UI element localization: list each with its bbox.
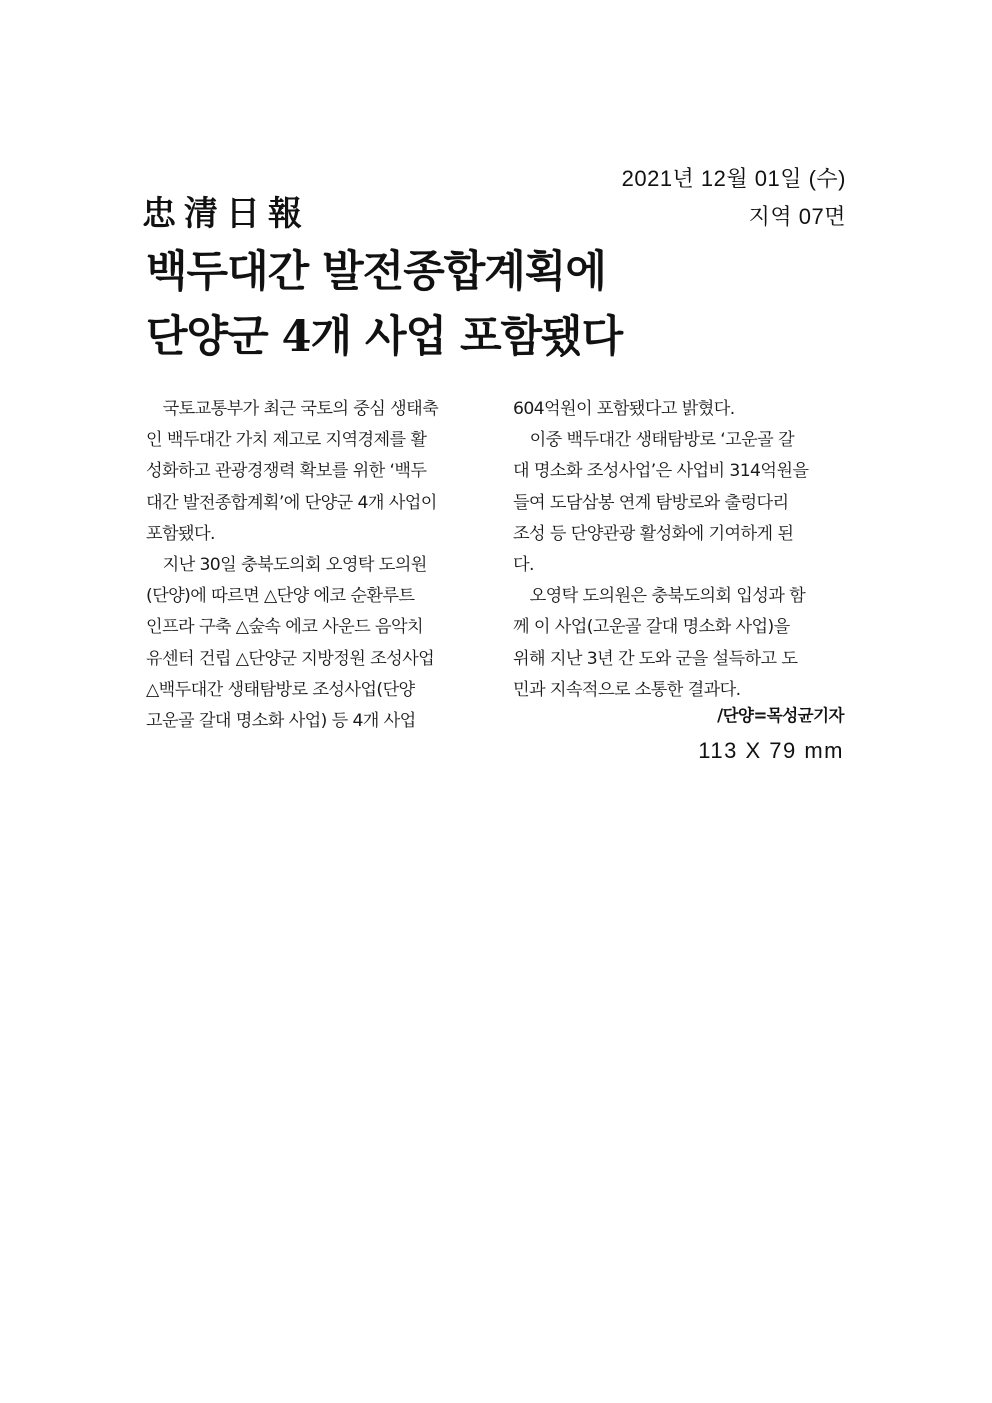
- body-line: 고운골 갈대 명소화 사업) 등 4개 사업: [146, 710, 416, 731]
- body-line: 오영탁 도의원은 충북도의회 입성과 함: [513, 586, 806, 607]
- body-line: 조성 등 단양관광 활성화에 기여하게 된: [513, 523, 794, 544]
- body-line: 이중 백두대간 생태탐방로 ‘고운골 갈: [513, 430, 794, 451]
- body-line: 민과 지속적으로 소통한 결과다.: [513, 679, 741, 700]
- body-line: 인프라 구축 △숲속 에코 사운드 음악치: [146, 617, 423, 638]
- body-line: (단양)에 따르면 △단양 에코 순환루트: [146, 586, 415, 607]
- article-body-left-column: [146, 394, 476, 737]
- body-line: 국토교통부가 최근 국토의 중심 생태축: [146, 399, 439, 419]
- body-line: 위해 지난 3년 간 도와 군을 설득하고 도: [513, 648, 798, 669]
- body-line: 대 명소화 조성사업’은 사업비 314억원을: [513, 461, 809, 482]
- newspaper-masthead: 忠清日報: [142, 194, 310, 234]
- body-line: 다.: [513, 554, 534, 575]
- body-line: 지난 30일 충북도의회 오영탁 도의원: [146, 554, 427, 575]
- article-headline: [146, 240, 846, 370]
- body-line: 들여 도담삼봉 연계 탐방로와 출렁다리: [513, 492, 789, 513]
- body-line: 께 이 사업(고운골 갈대 명소화 사업)을: [513, 617, 790, 638]
- body-line: 대간 발전종합계획’에 단양군 4개 사업이: [146, 492, 437, 513]
- body-line: 성화하고 관광경쟁력 확보를 위한 ‘백두: [146, 461, 427, 482]
- body-line: 인 백두대간 가치 제고로 지역경제를 활: [146, 430, 427, 451]
- body-line: △백두대간 생태탐방로 조성사업(단양: [146, 679, 415, 700]
- page-section: 지역 07면: [748, 204, 846, 229]
- body-line: 포함됐다.: [146, 523, 215, 544]
- body-line: 유센터 건립 △단양군 지방정원 조성사업: [146, 648, 435, 669]
- article-body-right-column: [513, 394, 843, 706]
- headline-line-2: 단양군 4개 사업 포함됐다: [146, 312, 623, 362]
- headline-line-1: 백두대간 발전종합계획에: [146, 247, 606, 297]
- clipping-size-note: 113 X 79 mm: [698, 738, 844, 763]
- article-byline: /단양=목성균기자: [717, 706, 844, 725]
- body-line: 604억원이 포함됐다고 밝혔다.: [513, 399, 735, 419]
- publication-date: 2021년 12월 01일 (수): [621, 166, 846, 191]
